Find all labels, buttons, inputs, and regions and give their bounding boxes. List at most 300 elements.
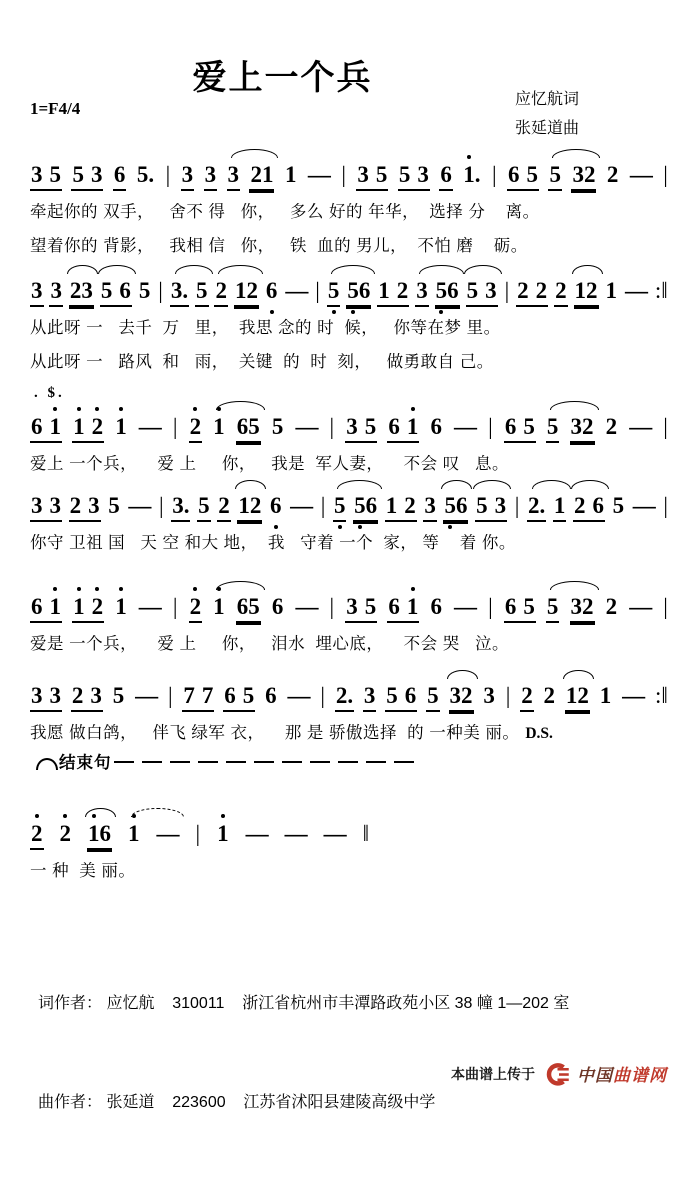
note-cluster xyxy=(345,415,377,443)
score-line-4 xyxy=(30,472,669,556)
note-char: 3 xyxy=(204,162,217,187)
note-cluster xyxy=(138,279,152,305)
note-char: | xyxy=(320,683,325,708)
note-cluster xyxy=(507,163,539,191)
duration-dash xyxy=(286,684,310,707)
note-char: | xyxy=(172,594,178,619)
note-char: 3 xyxy=(90,683,102,708)
note-cluster xyxy=(227,163,241,191)
duration-dash xyxy=(621,684,645,707)
note-char: — xyxy=(323,821,346,846)
note-char: — xyxy=(454,594,477,619)
note-char: | xyxy=(488,594,493,619)
note-char: | xyxy=(167,683,173,708)
note-char: 3 xyxy=(346,594,358,619)
note-char: 5 xyxy=(364,414,377,439)
note-gap xyxy=(400,415,407,438)
notes-row xyxy=(30,279,669,307)
note-char: 3 xyxy=(570,594,583,619)
note-char: 2 xyxy=(543,683,556,708)
note-char: 5 xyxy=(108,493,120,518)
note-char: 3 xyxy=(49,493,61,518)
note-cluster xyxy=(212,415,226,441)
note-char: 5 xyxy=(100,278,113,303)
slur-arc xyxy=(419,265,465,274)
note-char: 5 xyxy=(347,278,359,303)
note-char: | xyxy=(320,493,326,518)
note-gap xyxy=(410,163,417,186)
note-char: 2 xyxy=(218,493,230,518)
note-cluster xyxy=(599,684,613,710)
note-char: 2 xyxy=(189,594,202,619)
note-char: 3 xyxy=(449,683,461,708)
ending-label-text: 结束句 xyxy=(59,754,112,772)
note-char: 2 xyxy=(577,683,589,708)
note-char: 5 xyxy=(72,162,84,187)
note-char: 1 xyxy=(73,594,85,619)
note-char: 1 xyxy=(88,821,100,846)
note-char: 3 xyxy=(363,683,376,708)
note-char: 2 xyxy=(583,162,596,187)
note-cluster xyxy=(546,415,560,443)
barline xyxy=(329,595,336,618)
note-char: 6 xyxy=(447,278,459,303)
slur-arc xyxy=(235,480,266,489)
note-char: 2 xyxy=(59,821,71,846)
note-char: 1 xyxy=(565,683,578,708)
barline xyxy=(158,494,165,517)
note-cluster xyxy=(605,595,619,621)
note-char: . xyxy=(474,162,481,187)
barline xyxy=(329,415,336,438)
footer-lyricist-line: 词作者： 应忆航 310011 浙江省杭州市丰潭路政苑小区 38 幢 1—202 室 xyxy=(38,995,570,1012)
slur-arc xyxy=(175,265,213,274)
barline xyxy=(362,822,370,845)
note-char: 1 xyxy=(73,414,85,439)
note-cluster xyxy=(189,595,203,623)
duration-dash xyxy=(453,595,477,618)
note-char: . xyxy=(148,162,155,187)
note-char: 3 xyxy=(346,414,358,439)
note-char: 2 xyxy=(461,683,473,708)
note-cluster xyxy=(426,684,440,712)
note-cluster xyxy=(346,279,371,307)
barline xyxy=(654,684,669,707)
note-cluster xyxy=(204,163,218,191)
note-cluster xyxy=(504,415,536,443)
note-char: 3 xyxy=(50,278,62,303)
note-char: 5 xyxy=(612,493,625,518)
note-char: | xyxy=(504,278,510,303)
note-char: — xyxy=(295,414,318,439)
score-line-2 xyxy=(30,257,669,375)
note-cluster xyxy=(170,279,189,307)
note-char: — xyxy=(632,493,655,518)
note-char: — xyxy=(128,493,151,518)
barline xyxy=(504,279,511,302)
lyrics-row: 我愿 做白鸽， 伴飞 绿军 衣， 那 是 骄傲选择 的 一种美 丽。 D.S. xyxy=(30,724,553,742)
slur-arc xyxy=(447,670,478,679)
note-gap xyxy=(195,684,202,707)
slur-arc xyxy=(571,480,609,489)
note-char: 6 xyxy=(430,414,442,439)
note-char: 6 xyxy=(508,162,520,187)
note-char: 5 xyxy=(386,683,398,708)
note-char: 2 xyxy=(521,683,533,708)
note-char: 1 xyxy=(599,683,612,708)
note-char: 5 xyxy=(466,278,479,303)
note-char: 6 xyxy=(404,683,417,708)
note-char: — xyxy=(156,821,179,846)
slur-arc xyxy=(216,401,266,410)
barline xyxy=(195,822,202,845)
note-cluster xyxy=(181,163,195,191)
note-cluster xyxy=(182,684,214,712)
ending-dash-line xyxy=(114,761,419,763)
note-cluster xyxy=(217,494,231,522)
note-char: 5 xyxy=(248,594,260,619)
note-char: | xyxy=(663,493,668,518)
note-cluster xyxy=(264,684,278,710)
note-char: 3 xyxy=(424,493,436,518)
duration-dash xyxy=(632,494,656,517)
note-char: ‖ xyxy=(362,821,370,846)
note-cluster xyxy=(249,163,274,191)
note-char: | xyxy=(329,414,335,439)
note-cluster xyxy=(429,595,443,621)
note-cluster xyxy=(197,494,211,522)
duration-dash xyxy=(138,415,162,438)
slur-arc xyxy=(98,265,136,274)
note-char: 5 xyxy=(198,493,210,518)
note-char: — xyxy=(622,683,645,708)
note-cluster xyxy=(71,163,103,191)
site-logo-icon xyxy=(541,1062,571,1086)
note-char: — xyxy=(138,414,161,439)
note-char: 5 xyxy=(136,162,149,187)
note-cluster xyxy=(284,163,298,189)
note-char: 6 xyxy=(99,821,111,846)
note-char: 2 xyxy=(249,493,262,518)
barline xyxy=(314,279,321,302)
note-cluster xyxy=(462,163,481,189)
note-cluster xyxy=(353,494,378,522)
note-char: | xyxy=(172,414,178,439)
note-char: 6 xyxy=(119,278,131,303)
slur-arc xyxy=(550,401,600,410)
note-char: 3 xyxy=(172,493,184,518)
lyrics-row: 你守 卫祖 国 天 空 和大 地， 我 守着 一个 家， 等 着 你。 xyxy=(30,534,516,552)
duration-dash xyxy=(284,279,308,302)
note-gap xyxy=(43,415,50,438)
note-cluster xyxy=(171,494,190,522)
note-char: 2 xyxy=(573,493,586,518)
score-line-3 xyxy=(30,381,669,477)
duration-dash xyxy=(245,822,269,845)
note-cluster xyxy=(605,279,619,305)
duration-dash xyxy=(289,494,313,517)
note-cluster xyxy=(363,684,377,712)
note-char: | xyxy=(315,278,320,303)
slur-arc xyxy=(572,265,603,274)
note-cluster xyxy=(114,415,128,441)
note-char: . xyxy=(183,493,190,518)
note-char: 5 xyxy=(546,414,559,439)
note-char: 6 xyxy=(236,594,249,619)
note-char: 6 xyxy=(388,594,400,619)
note-char: 1 xyxy=(128,821,140,846)
site-name-part2: 曲谱网 xyxy=(613,1066,667,1085)
note-char: 6 xyxy=(430,594,442,619)
note-cluster xyxy=(605,415,619,441)
note-char: 1 xyxy=(49,594,61,619)
note-cluster xyxy=(387,595,419,623)
note-char: 3 xyxy=(417,162,429,187)
note-char: 6 xyxy=(236,414,249,439)
note-gap xyxy=(112,279,119,302)
note-cluster xyxy=(398,163,430,191)
note-char: 6 xyxy=(271,594,284,619)
credits xyxy=(515,85,579,143)
note-cluster xyxy=(195,279,209,307)
barline xyxy=(662,595,669,618)
note-cluster xyxy=(107,494,121,520)
note-gap xyxy=(520,163,527,186)
note-char: 2 xyxy=(605,594,618,619)
note-gap xyxy=(43,163,50,186)
note-char: 6 xyxy=(265,278,278,303)
note-cluster xyxy=(570,415,595,443)
note-char: 5 xyxy=(242,683,255,708)
note-char: 5 xyxy=(354,493,366,518)
note-cluster xyxy=(345,595,377,623)
note-char: — xyxy=(629,414,652,439)
note-char: 1 xyxy=(553,493,566,518)
note-cluster xyxy=(606,163,620,189)
note-char: 2 xyxy=(527,493,540,518)
note-char: 3 xyxy=(31,493,43,518)
note-char: 1 xyxy=(115,594,127,619)
note-char: — xyxy=(290,493,313,518)
note-char: 6 xyxy=(31,594,43,619)
note-cluster xyxy=(543,684,557,710)
note-gap xyxy=(43,494,50,517)
note-char: 1 xyxy=(213,414,225,439)
note-char: 3 xyxy=(494,493,507,518)
note-gap xyxy=(516,595,523,618)
note-char: 1 xyxy=(463,162,475,187)
note-char: 5 xyxy=(138,278,151,303)
ending-phrase-label xyxy=(36,752,419,770)
note-char: 3 xyxy=(181,162,194,187)
key-signature: 1=F4/4 xyxy=(30,99,81,118)
note-char: — xyxy=(285,278,308,303)
note-char: 1 xyxy=(115,414,127,439)
barline xyxy=(165,163,172,186)
note-cluster xyxy=(333,494,347,522)
note-cluster xyxy=(236,595,261,623)
note-char: : xyxy=(654,278,662,303)
note-char: 6 xyxy=(224,683,236,708)
note-char: 5 xyxy=(375,162,388,187)
lyrics-row: 一 种 美 丽。 xyxy=(30,862,136,880)
duration-dash xyxy=(307,163,331,186)
barline xyxy=(514,494,521,517)
barline xyxy=(487,595,494,618)
note-cluster xyxy=(189,415,203,443)
slur-arc xyxy=(441,480,472,489)
note-char: 3 xyxy=(227,162,240,187)
note-char: 5 xyxy=(476,493,488,518)
footer-credits xyxy=(38,921,569,1185)
note-char: 5 xyxy=(549,162,561,187)
note-char: | xyxy=(159,493,164,518)
note-cluster xyxy=(271,595,285,621)
note-cluster xyxy=(449,684,474,712)
note-char: | xyxy=(505,683,511,708)
note-char: 3 xyxy=(31,162,43,187)
note-char: 5 xyxy=(523,414,535,439)
note-cluster xyxy=(571,163,596,191)
ds-mark: D.S. xyxy=(525,725,553,742)
note-cluster xyxy=(30,684,62,712)
note-gap xyxy=(390,279,397,302)
segno-mark: . $. xyxy=(34,385,65,401)
note-char: — xyxy=(295,594,318,619)
note-char: 5 xyxy=(333,493,346,518)
note-cluster xyxy=(415,279,429,307)
note-char: 2 xyxy=(605,414,618,439)
note-char: 2 xyxy=(404,493,416,518)
note-cluster xyxy=(72,595,104,623)
note-gap xyxy=(488,494,495,517)
note-char: 5 xyxy=(49,162,61,187)
duration-dash xyxy=(453,415,477,438)
score-line-5 xyxy=(30,570,669,657)
note-cluster xyxy=(504,595,536,623)
slur-arc xyxy=(67,265,98,274)
duration-dash xyxy=(127,494,151,517)
note-cluster xyxy=(136,163,155,189)
note-cluster xyxy=(527,494,546,522)
note-cluster xyxy=(71,684,103,712)
lyrics-row: 爱上 一个兵， 爱 上 你， 我是 军人妻， 不会 叹 息。 xyxy=(30,455,510,473)
note-char: 3 xyxy=(170,278,183,303)
note-char: — xyxy=(454,414,477,439)
note-char: | xyxy=(491,162,497,187)
slur-arc xyxy=(532,480,571,489)
barline xyxy=(172,595,179,618)
note-cluster xyxy=(565,684,590,712)
note-char: — xyxy=(307,162,330,187)
note-gap xyxy=(43,595,50,618)
duration-dash xyxy=(284,822,308,845)
note-char: : xyxy=(654,683,662,708)
site-logo-text xyxy=(577,1061,667,1086)
note-cluster xyxy=(385,684,417,712)
lyrics-row: 从此呀 一 路风 和 雨， 关键 的 时 刻， 做勇敢自 己。 xyxy=(30,352,494,371)
duration-dash xyxy=(156,822,180,845)
lyricist-credit: 应忆航词 xyxy=(514,91,579,108)
note-char: 2 xyxy=(396,278,409,303)
note-char: 1 xyxy=(261,162,274,187)
note-gap xyxy=(529,279,536,302)
note-char: 5 xyxy=(327,278,340,303)
note-gap xyxy=(398,684,405,707)
note-cluster xyxy=(236,415,261,443)
note-char: ‖ xyxy=(661,683,668,708)
score-line-ending xyxy=(30,790,669,884)
note-gap xyxy=(236,684,243,707)
note-char: 1 xyxy=(406,594,419,619)
barline xyxy=(487,415,494,438)
note-char: — xyxy=(245,821,268,846)
footer-composer-line: 曲作者： 张延道 223600 江苏省沭阳县建陵高级中学 xyxy=(38,1094,436,1111)
note-cluster xyxy=(127,822,141,848)
duration-dash xyxy=(294,595,318,618)
note-char: 3 xyxy=(49,683,61,708)
note-cluster xyxy=(269,494,283,520)
note-char: | xyxy=(158,278,163,303)
note-char: 6 xyxy=(592,493,604,518)
note-cluster xyxy=(100,279,132,307)
barline xyxy=(172,415,179,438)
note-char: 2 xyxy=(71,683,84,708)
duration-dash xyxy=(628,595,652,618)
note-cluster xyxy=(482,684,496,710)
barline xyxy=(319,684,326,707)
slur-arc xyxy=(563,670,594,679)
note-char: 5 xyxy=(526,162,539,187)
note-cluster xyxy=(265,279,279,305)
phrase-arc-icon xyxy=(36,758,58,770)
slur-arc xyxy=(218,265,264,274)
note-cluster xyxy=(49,279,63,307)
note-char: 2 xyxy=(606,162,619,187)
note-char: 3 xyxy=(357,162,369,187)
note-char: 6 xyxy=(113,162,126,187)
note-cluster xyxy=(113,163,127,191)
note-gap xyxy=(516,415,523,438)
duration-dash xyxy=(628,415,652,438)
note-cluster xyxy=(356,163,388,191)
note-char: . xyxy=(182,278,189,303)
barline xyxy=(654,279,669,302)
duration-dash xyxy=(294,415,318,438)
watermark-text: 本曲谱上传于 xyxy=(451,1065,535,1082)
duration-dash xyxy=(134,684,158,707)
note-char: 5 xyxy=(112,683,125,708)
note-char: . xyxy=(347,683,354,708)
note-char: 6 xyxy=(504,414,517,439)
note-char: — xyxy=(138,594,161,619)
note-cluster xyxy=(223,684,255,712)
lyrics-row: 爱是 一个兵， 爱 上 你， 泪水 埋心底， 不会 哭 泣。 xyxy=(30,635,510,653)
note-char: 2 xyxy=(91,414,104,439)
note-cluster xyxy=(72,415,104,443)
composer-credit: 张延道曲 xyxy=(514,120,579,137)
note-char: | xyxy=(514,493,520,518)
note-cluster xyxy=(466,279,498,307)
note-cluster xyxy=(212,595,226,621)
note-cluster xyxy=(385,494,417,522)
note-gap xyxy=(83,684,90,707)
slur-arc xyxy=(464,265,502,274)
note-cluster xyxy=(87,822,112,850)
note-char: | xyxy=(329,594,335,619)
barline xyxy=(320,494,327,517)
note-char: | xyxy=(663,594,668,619)
